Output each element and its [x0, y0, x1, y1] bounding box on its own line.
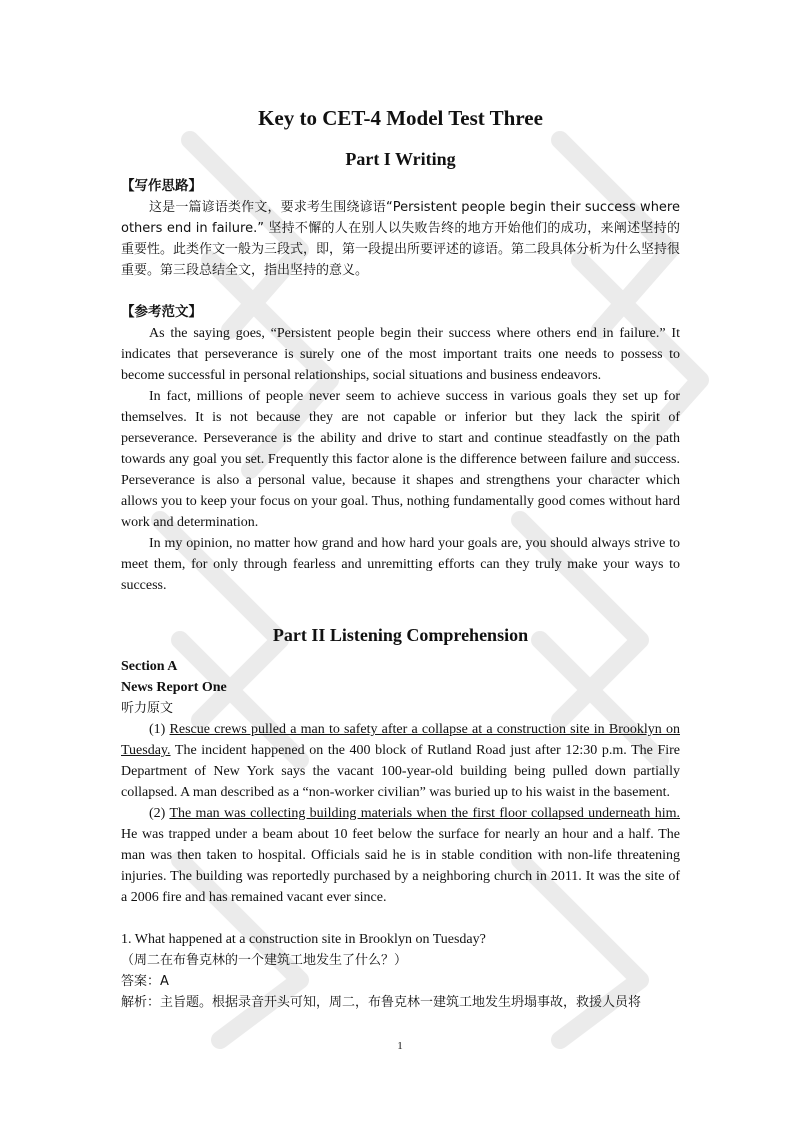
answer-line: 答案：A: [121, 974, 169, 989]
news-report-label: News Report One: [121, 680, 227, 695]
part1-heading: Part I Writing: [345, 149, 456, 169]
underlined-key-sentence: The man was collecting building materials when the first floor collapsed underneath him.: [169, 806, 681, 821]
essay-paragraph-3: In my opinion, no matter how grand and how hard your goals are, you should always strive to meet them, for only through fearless and unremitting efforts can they truly make your ways to success.: [121, 536, 680, 593]
script-paragraph-2: [121, 803, 680, 908]
script-text: The incident happened on the 400 block of Rutland Road just after 12:30 p.m. The Fire Department of New York says the vacant 100-year-old building being pulled down partially collapsed. A man described as a “non-worker civilian” was buried up to his waist in the basement.: [121, 743, 680, 800]
question-1: 1. What happened at a construction site in Brooklyn on Tuesday?: [121, 932, 486, 947]
question-1-translation: （周二在布鲁克林的一个建筑工地发生了什么？）: [121, 953, 408, 968]
analysis-line: 解析：主旨题。根据录音开头可知，周二，布鲁克林一建筑工地发生坍塌事故，救援人员将: [121, 995, 642, 1010]
page-number: 1: [397, 1040, 403, 1052]
document-title: Key to CET-4 Model Test Three: [258, 106, 543, 130]
script-text: He was trapped under a beam about 10 feet below the surface for nearly an hour and a half. The man was then taken to hospital. Officials said he is in stable condition with non-life threatening injuries. The building was reportedly purchased by a neighboring church in 2011. It was the site of a 2006 fire and has remained vacant ever since.: [121, 827, 680, 905]
para-number: (2): [149, 806, 170, 821]
part2-heading: Part II Listening Comprehension: [272, 625, 529, 645]
section-label: Section A: [121, 659, 178, 674]
script-paragraph-1: [121, 719, 680, 803]
sample-essay-label: 【参考范文】: [121, 304, 202, 320]
essay-paragraph-1: As the saying goes, “Persistent people begin their success where others end in failure.” It indicates that perseverance is surely one of the most important traits one needs to possess to become successful in personal relationships, social situations and business endeavors.: [121, 326, 680, 383]
essay-paragraph-2: In fact, millions of people never seem to achieve success in various goals they set up for themselves. It is not because they are not capable or inferior but they lack the spirit of perseverance. Perseverance is the ability and drive to start and continue steadfastly on the path towards any goal you set. Frequently this factor alone is the difference between failure and success. Perseverance is also a personal value, because it shapes and strengthens your character which allows you to keep your focus on your goal. Thus, nothing fundamentally good comes without hard work and determination.: [121, 389, 680, 530]
document-page: [121, 104, 680, 1013]
listening-script-label: 听力原文: [121, 701, 174, 716]
underlined-key-sentence: Rescue crews pulled a man to safety after a collapse at a construction site in Brooklyn on Tuesday.: [121, 722, 680, 758]
writing-idea-text: 这是一篇谚语类作文，要求考生围绕谚语“Persistent people begin their success where others end in failure.” 坚持不懈的人在别人以失败告终的地方开始他们的成功，来阐述坚持的重要性。此类作文一般为三段式，即，第一段提出所要评述的谚语。第二段具体分析为什么坚持很重要。第三段总结全文，指出坚持的意义。: [121, 200, 681, 278]
para-number: (1): [149, 722, 170, 737]
writing-idea-label: 【写作思路】: [121, 178, 202, 194]
